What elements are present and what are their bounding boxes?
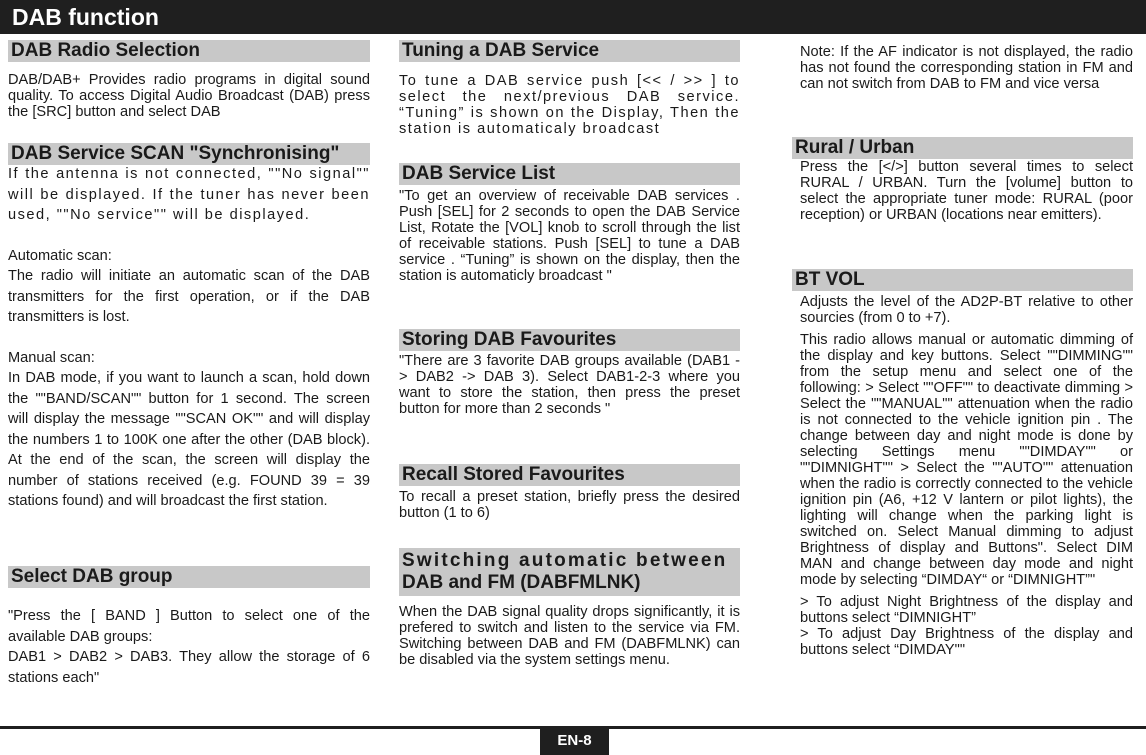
section-heading-bt-vol: BT VOL: [792, 269, 1133, 291]
section-heading-dab-radio-selection: DAB Radio Selection: [8, 40, 370, 62]
section-body-bt-vol: [800, 294, 1133, 658]
section-body-dab-service-scan: [8, 164, 370, 512]
section-heading-dabfmlnk: [399, 548, 740, 596]
section-heading-select-dab-group: Select DAB group: [8, 566, 370, 588]
page-number: EN-8: [540, 727, 609, 755]
page-title: DAB function: [12, 4, 159, 30]
section-heading-dabfmlnk-line-1: Switching automatic between: [402, 550, 728, 571]
night-brightness-text: > To adjust Night Brightness of the display and buttons select “DIMNIGHT”: [800, 594, 1133, 626]
section-text-dab-radio-selection: DAB/DAB+ Provides radio programs in digital sound quality. To access Digital Audio Broadcast (DAB) press the [SRC] button and select DAB: [8, 72, 370, 120]
section-heading-dab-service-scan: DAB Service SCAN "Synchronising": [8, 143, 370, 165]
section-text-storing-dab-favourites: "There are 3 favorite DAB groups available (DAB1 -> DAB2 -> DAB 3). Select DAB1-2-3 where you want to store the station, then press the preset button for more than 2 seconds ": [399, 353, 740, 417]
section-heading-storing-dab-favourites: Storing DAB Favourites: [399, 329, 740, 351]
automatic-scan-label: Automatic scan:: [8, 247, 112, 264]
select-group-text-2: DAB1 > DAB2 > DAB3. They allow the storage of 6 stations each": [8, 649, 370, 686]
section-text-recall-stored-favourites: To recall a preset station, briefly press the desired button (1 to 6): [399, 489, 740, 521]
section-text-dabfmlnk: When the DAB signal quality drops significantly, it is prefered to switch and listen to the service via FM. Switching between DAB and FM (DABFMLNK) can be disabled via the system settings menu.: [399, 604, 740, 668]
section-text-dab-service-list: "To get an overview of receivable DAB services . Push [SEL] for 2 seconds to open the DAB Service List, Rotate the [VOL] knob to scroll through the list of receivable stations. Push [SEL] to tune a DAB service . “Tuning” is shown on the display, then the station is automaticly broadcast ": [399, 188, 740, 284]
section-text-tuning-dab-service: To tune a DAB service push [<< / >> ] to select the next/previous DAB service. “Tuning” is shown on the Display, Then the station is automaticaly broadcast: [399, 73, 740, 137]
section-heading-rural-urban: Rural / Urban: [792, 137, 1133, 159]
section-heading-recall-stored-favourites: Recall Stored Favourites: [399, 464, 740, 486]
manual-scan-text: In DAB mode, if you want to launch a scan, hold down the ""BAND/SCAN"" button for 1 second. The screen will display the message ""SCAN OK"" and will display the numbers 1 to 100K one after the other (DAB block). At the end of the scan, the screen will display the number of stations received (e.g. FOUND 39 = 39 stations found) and will broadcast the first station.: [8, 370, 370, 509]
section-text-rural-urban: Press the [</>] button several times to select RURAL / URBAN. Turn the [volume] button to select the appropriate tuner mode: RURAL (poor reception) or URBAN (locations near emitters).: [800, 159, 1133, 223]
section-heading-tuning-dab-service: Tuning a DAB Service: [399, 40, 740, 62]
bt-vol-level-text: Adjusts the level of the AD2P-BT relative to other sourcies (from 0 to +7).: [800, 294, 1133, 326]
title-bar: [0, 0, 1146, 34]
manual-scan-label: Manual scan:: [8, 349, 95, 366]
scan-intro-text: If the antenna is not connected, ""No signal"" will be displayed. If the tuner has never been used, ""No service"" will be displayed.: [8, 166, 370, 223]
select-group-text: "Press the [ BAND ] Button to select one of the available DAB groups:: [8, 608, 370, 645]
dimming-text: This radio allows manual or automatic dimming of the display and key buttons. Select ""DIMMING"" from the setup menu and select one of the following: > Select ""OFF"" to deactivate dimming > Select the ""MANUAL"" attenuation when the radio is not connected to the vehicle ignition pin . The change between day and night mode is done by selecting Settings menu ""DIMDAY"" or ""DIMNIGHT"" > Select the ""AUTO"" attenuation when the radio is correctly connected to the vehicle ignition pin (A6, +12 V lantern or pilot lights), the lighting will change when the parking light is switched on. Select Manual dimming to adjust Brightness of display and Buttons". Select DIM MAN and change between day mode and night mode by selecting “DIMDAY“ or “DIMNIGHT”": [800, 332, 1133, 588]
day-brightness-text: > To adjust Day Brightness of the display and buttons select “DIMDAY"": [800, 626, 1133, 658]
automatic-scan-text: The radio will initiate an automatic scan of the DAB transmitters for the first operation, or if the DAB transmitters is lost.: [8, 268, 370, 325]
af-indicator-note: Note: If the AF indicator is not displayed, the radio has not found the corresponding station in FM and can not switch from DAB to FM and vice versa: [800, 44, 1133, 92]
section-heading-dab-service-list: DAB Service List: [399, 163, 740, 185]
section-heading-dabfmlnk-line-2: DAB and FM (DABFMLNK): [402, 572, 641, 593]
section-body-select-dab-group: [8, 606, 370, 688]
